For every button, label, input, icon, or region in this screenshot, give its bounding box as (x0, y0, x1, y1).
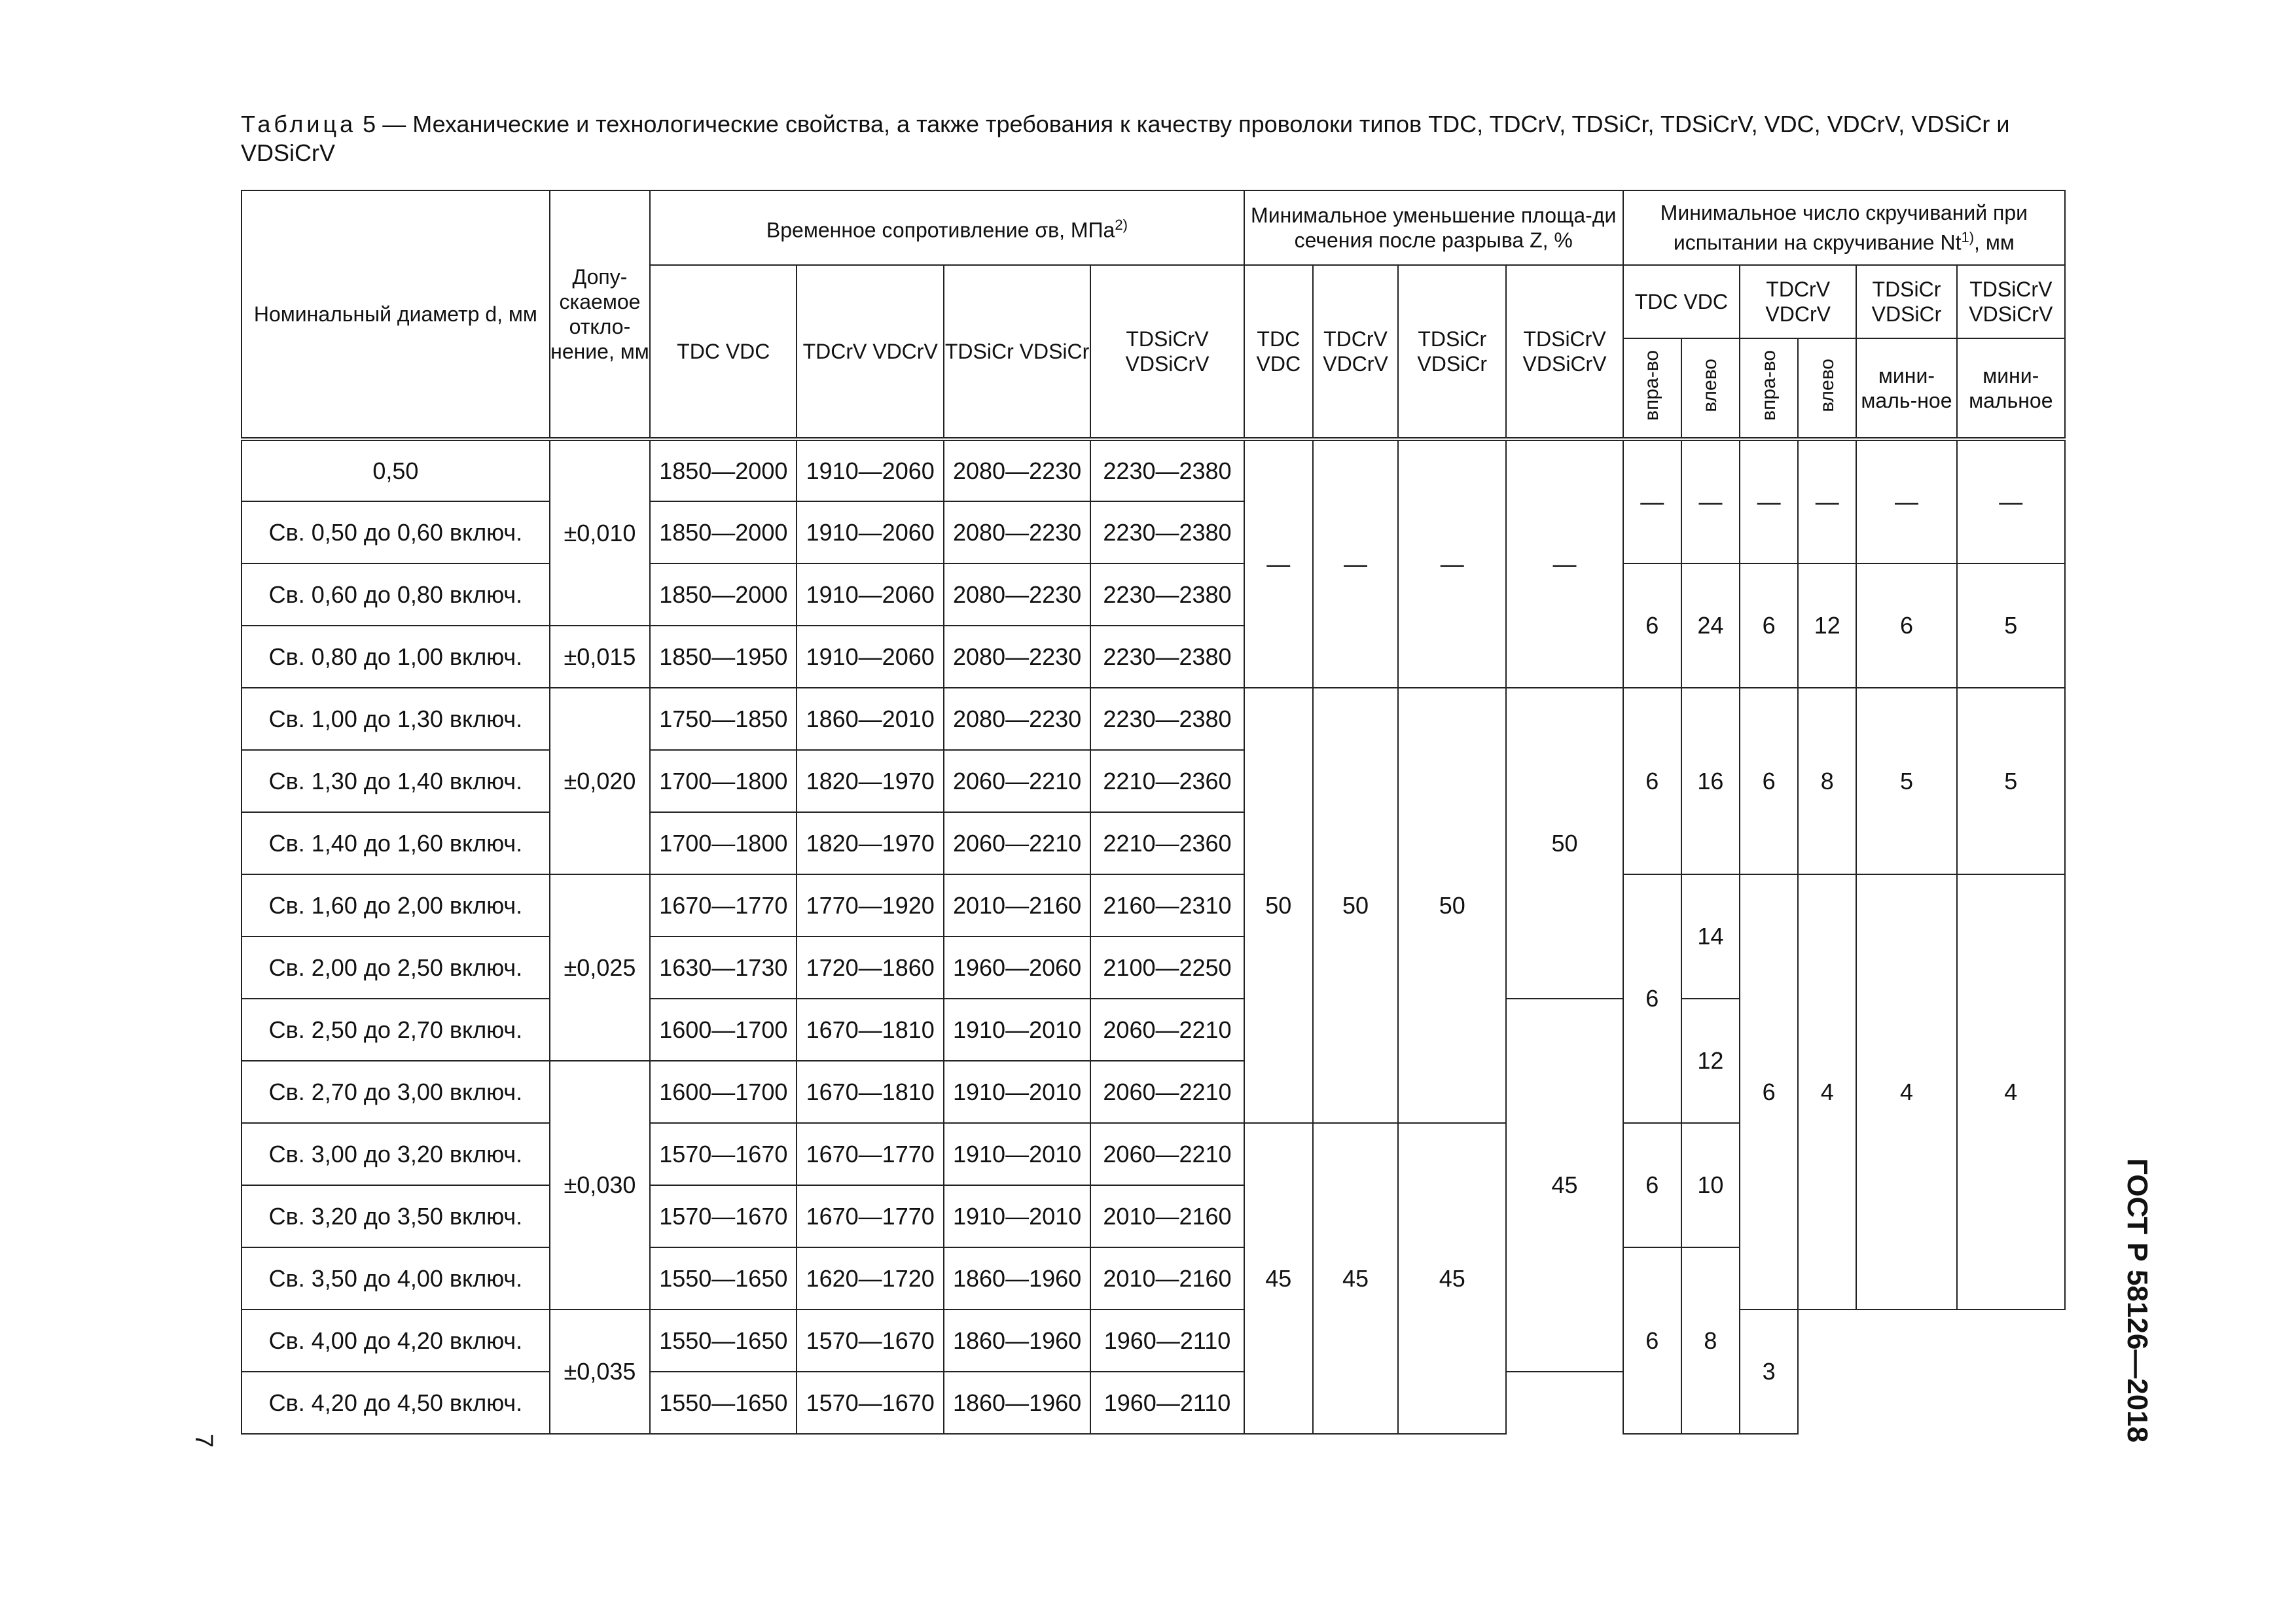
table-caption (241, 110, 2073, 168)
reduction-cell: 50 (1313, 688, 1398, 1123)
twist-cell: — (1740, 439, 1798, 563)
diameter-cell: Св. 3,50 до 4,00 включ. (242, 1247, 550, 1310)
header-tensile (650, 190, 1244, 265)
reduction-g3: TDSiCr VDSiCr (1398, 265, 1506, 439)
twist-g2-left (1798, 338, 1856, 439)
diameter-cell: Св. 1,40 до 1,60 включ. (242, 812, 550, 874)
diameter-cell: Св. 1,00 до 1,30 включ. (242, 688, 550, 750)
reduction-g4: TDSiCrV VDSiCrV (1506, 265, 1623, 439)
tensile-cell: 1910—2060 (797, 501, 943, 563)
reduction-cell: — (1313, 439, 1398, 688)
diameter-cell: Св. 0,50 до 0,60 включ. (242, 501, 550, 563)
tensile-cell: 2080—2230 (944, 688, 1090, 750)
twist-g3: TDSiCr VDSiCr (1856, 265, 1956, 338)
twist-cell: 4 (1957, 874, 2065, 1310)
reduction-g1: TDC VDC (1244, 265, 1313, 439)
twist-cell: 3 (1740, 1310, 1798, 1434)
reduction-g2: TDCrV VDCrV (1313, 265, 1398, 439)
reduction-cell: 45 (1313, 1123, 1398, 1434)
twist-cell: 6 (1740, 688, 1798, 874)
tensile-cell: 2010—2160 (1090, 1247, 1244, 1310)
tensile-cell: 1620—1720 (797, 1247, 943, 1310)
header-tensile-note: 2) (1115, 217, 1128, 234)
twist-cell: 6 (1740, 563, 1798, 688)
tensile-g1: TDC VDC (650, 265, 797, 439)
tensile-cell: 2060—2210 (1090, 999, 1244, 1061)
tensile-cell: 1910—2060 (797, 626, 943, 688)
twist-cell: 10 (1681, 1123, 1740, 1247)
tensile-cell: 2230—2380 (1090, 563, 1244, 626)
diameter-cell: Св. 1,30 до 1,40 включ. (242, 750, 550, 812)
twist-g1-left (1681, 338, 1740, 439)
tensile-cell: 1910—2010 (944, 1123, 1090, 1185)
twist-cell: 8 (1681, 1247, 1740, 1434)
tensile-cell: 1960—2110 (1090, 1310, 1244, 1372)
tensile-cell: 2060—2210 (944, 750, 1090, 812)
tensile-cell: 1700—1800 (650, 750, 797, 812)
diameter-cell: Св. 4,20 до 4,50 включ. (242, 1372, 550, 1434)
tensile-cell: 2230—2380 (1090, 626, 1244, 688)
reduction-cell: 50 (1244, 688, 1313, 1123)
diameter-cell: Св. 0,60 до 0,80 включ. (242, 563, 550, 626)
tensile-cell: 1910—2060 (797, 439, 943, 501)
diameter-cell: Св. 3,20 до 3,50 включ. (242, 1185, 550, 1247)
tensile-cell: 2080—2230 (944, 563, 1090, 626)
tensile-cell: 1570—1670 (650, 1123, 797, 1185)
tensile-cell: 1820—1970 (797, 750, 943, 812)
tensile-cell: 1550—1650 (650, 1310, 797, 1372)
tensile-cell: 1550—1650 (650, 1372, 797, 1434)
tolerance-cell: ±0,015 (550, 626, 650, 688)
table-row (242, 563, 2065, 626)
twist-cell: — (1856, 439, 1956, 563)
twist-cell: — (1798, 439, 1856, 563)
tensile-cell: 1860—1960 (944, 1372, 1090, 1434)
twist-cell: 6 (1623, 688, 1681, 874)
reduction-cell: 45 (1506, 999, 1623, 1372)
twist-cell: 14 (1681, 874, 1740, 999)
header-twist (1623, 190, 2065, 265)
twist-g4-min: мини-мальное (1957, 338, 2065, 439)
tensile-cell: 1600—1700 (650, 999, 797, 1061)
tensile-cell: 2010—2160 (944, 874, 1090, 936)
tensile-g2: TDCrV VDCrV (797, 265, 943, 439)
tensile-cell: 1910—2010 (944, 1185, 1090, 1247)
tensile-cell: 1770—1920 (797, 874, 943, 936)
twist-cell: 6 (1623, 563, 1681, 688)
tensile-cell: 1550—1650 (650, 1247, 797, 1310)
twist-g2-left-text: влево (1816, 359, 1838, 412)
tensile-cell: 1850—2000 (650, 563, 797, 626)
reduction-cell: — (1244, 439, 1313, 688)
diameter-cell: Св. 1,60 до 2,00 включ. (242, 874, 550, 936)
twist-g2-right-text: впра-во (1757, 350, 1780, 421)
diameter-cell: Св. 0,80 до 1,00 включ. (242, 626, 550, 688)
reduction-cell: 50 (1506, 688, 1623, 999)
twist-cell: 8 (1798, 688, 1856, 874)
tensile-cell: 1600—1700 (650, 1061, 797, 1123)
properties-table (241, 190, 2066, 1435)
diameter-cell: Св. 2,50 до 2,70 включ. (242, 999, 550, 1061)
header-twist-note: 1) (1961, 229, 1975, 246)
diameter-cell: 0,50 (242, 439, 550, 501)
tensile-cell: 1860—1960 (944, 1247, 1090, 1310)
twist-cell: 16 (1681, 688, 1740, 874)
tensile-cell: 1910—2060 (797, 563, 943, 626)
twist-cell: 5 (1957, 688, 2065, 874)
tensile-cell: 1910—2010 (944, 999, 1090, 1061)
tensile-cell: 2230—2380 (1090, 501, 1244, 563)
tensile-cell: 1570—1670 (797, 1310, 943, 1372)
reduction-cell: 45 (1398, 1123, 1506, 1434)
tensile-cell: 1670—1770 (650, 874, 797, 936)
tensile-cell: 1960—2060 (944, 936, 1090, 999)
header-diameter: Номинальный диаметр d, мм (242, 190, 550, 439)
tensile-cell: 2080—2230 (944, 626, 1090, 688)
tensile-cell: 2230—2380 (1090, 688, 1244, 750)
table-row (242, 439, 2065, 501)
tensile-cell: 1850—1950 (650, 626, 797, 688)
diameter-cell: Св. 4,00 до 4,20 включ. (242, 1310, 550, 1372)
tensile-cell: 2060—2210 (1090, 1061, 1244, 1123)
twist-cell: 6 (1623, 1123, 1681, 1247)
tensile-cell: 1860—2010 (797, 688, 943, 750)
tensile-cell: 1670—1810 (797, 999, 943, 1061)
tensile-cell: 1720—1860 (797, 936, 943, 999)
tensile-cell: 1850—2000 (650, 439, 797, 501)
tensile-cell: 2100—2250 (1090, 936, 1244, 999)
twist-cell: 4 (1798, 874, 1856, 1310)
twist-cell: 6 (1740, 874, 1798, 1310)
twist-cell: — (1957, 439, 2065, 563)
caption-label: Таблица (241, 111, 357, 137)
tensile-cell: 2060—2210 (1090, 1123, 1244, 1185)
diameter-cell: Св. 3,00 до 3,20 включ. (242, 1123, 550, 1185)
twist-g1-right-text: впра-во (1641, 350, 1663, 421)
tensile-cell: 1850—2000 (650, 501, 797, 563)
tensile-cell: 1960—2110 (1090, 1372, 1244, 1434)
header-tolerance: Допу-скаемое откло-нение, мм (550, 190, 650, 439)
twist-cell: 6 (1623, 1247, 1681, 1434)
twist-g3-min: мини-маль-ное (1856, 338, 1956, 439)
tensile-cell: 1910—2010 (944, 1061, 1090, 1123)
tensile-cell: 2210—2360 (1090, 812, 1244, 874)
tensile-cell: 2080—2230 (944, 501, 1090, 563)
tensile-cell: 2210—2360 (1090, 750, 1244, 812)
twist-cell: 5 (1957, 563, 2065, 688)
twist-cell: 5 (1856, 688, 1956, 874)
reduction-cell: 50 (1398, 688, 1506, 1123)
document-side-title: ГОСТ Р 58126—2018 (2121, 1158, 2153, 1443)
twist-cell: 12 (1681, 999, 1740, 1123)
twist-g2: TDCrV VDCrV (1740, 265, 1856, 338)
tolerance-cell: ±0,025 (550, 874, 650, 1061)
tensile-cell: 1750—1850 (650, 688, 797, 750)
page-number: 7 (190, 1433, 218, 1448)
tensile-cell: 2160—2310 (1090, 874, 1244, 936)
tolerance-cell: ±0,020 (550, 688, 650, 874)
twist-g1: TDC VDC (1623, 265, 1740, 338)
tolerance-cell: ±0,010 (550, 439, 650, 626)
reduction-cell: — (1398, 439, 1506, 688)
twist-g2-right (1740, 338, 1798, 439)
twist-cell: 12 (1798, 563, 1856, 688)
twist-g4: TDSiCrV VDSiCrV (1957, 265, 2065, 338)
header-twist-text: Минимальное число скручиваний при испытании на скручивание Nt (1660, 201, 2028, 255)
table-row (242, 874, 2065, 936)
header-tensile-text: Временное сопротивление σв, МПа (766, 218, 1115, 242)
tensile-cell: 1570—1670 (797, 1372, 943, 1434)
twist-cell: — (1681, 439, 1740, 563)
tensile-cell: 1570—1670 (650, 1185, 797, 1247)
table-row (242, 688, 2065, 750)
tensile-cell: 2230—2380 (1090, 439, 1244, 501)
tensile-cell: 1670—1770 (797, 1123, 943, 1185)
header-reduction: Минимальное уменьшение площа-ди сечения после разрыва Z, % (1244, 190, 1623, 265)
tensile-g3: TDSiCr VDSiCr (944, 265, 1090, 439)
reduction-cell: — (1506, 439, 1623, 688)
twist-g1-right (1623, 338, 1681, 439)
twist-cell: 4 (1856, 874, 1956, 1310)
caption-text: 5 — Механические и технологические свойства, а также требования к качеству проволоки типов TDC, TDCrV, TDSiCr, TDSiCrV, VDC, VDCrV, VDSiCr и VDSiCrV (241, 111, 2010, 166)
table-row (242, 1310, 2065, 1372)
tensile-cell: 2060—2210 (944, 812, 1090, 874)
tolerance-cell: ±0,035 (550, 1310, 650, 1434)
tensile-cell: 1820—1970 (797, 812, 943, 874)
twist-cell: — (1623, 439, 1681, 563)
tolerance-cell: ±0,030 (550, 1061, 650, 1310)
twist-g1-left-text: влево (1699, 359, 1721, 412)
tensile-g4: TDSiCrV VDSiCrV (1090, 265, 1244, 439)
diameter-cell: Св. 2,70 до 3,00 включ. (242, 1061, 550, 1123)
tensile-cell: 1630—1730 (650, 936, 797, 999)
twist-cell: 6 (1856, 563, 1956, 688)
twist-cell: 6 (1623, 874, 1681, 1123)
tensile-cell: 1860—1960 (944, 1310, 1090, 1372)
reduction-cell: 45 (1244, 1123, 1313, 1434)
tensile-cell: 1700—1800 (650, 812, 797, 874)
tensile-cell: 2080—2230 (944, 439, 1090, 501)
twist-cell: 24 (1681, 563, 1740, 688)
tensile-cell: 1670—1770 (797, 1185, 943, 1247)
tensile-cell: 2010—2160 (1090, 1185, 1244, 1247)
diameter-cell: Св. 2,00 до 2,50 включ. (242, 936, 550, 999)
tensile-cell: 1670—1810 (797, 1061, 943, 1123)
header-twist-unit: , мм (1974, 230, 2015, 255)
